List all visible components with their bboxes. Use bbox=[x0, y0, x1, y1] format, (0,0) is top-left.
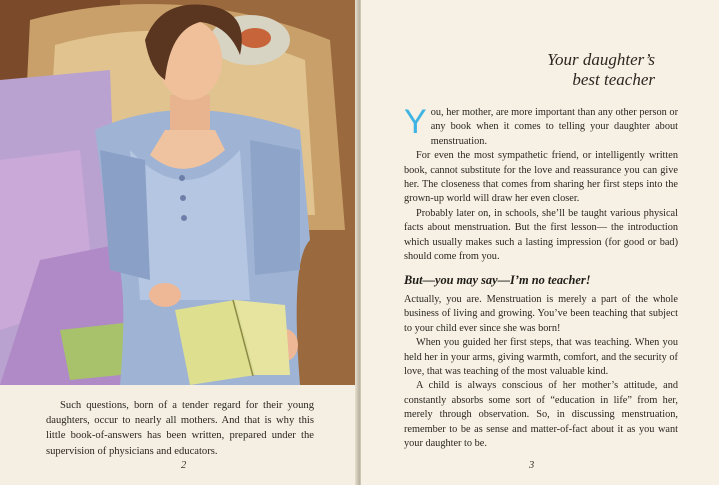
paragraph: A child is always conscious of her mother’s attitude, and constantly absorbs some sort of “education in life” from her, merely through observation. So, in discussing menstruation, remember to be as sense and matter-of-fact about it as you want your daughter to be. bbox=[404, 380, 678, 450]
page-title bbox=[547, 50, 655, 90]
paragraph: Actually, you are. Menstruation is merely a part of the whole business of living and growing. You’ve been teaching that subject to your child ever since she was born! bbox=[404, 294, 678, 334]
title-line-2: best teacher bbox=[572, 70, 655, 89]
teacher-section bbox=[404, 293, 678, 451]
left-page bbox=[0, 0, 359, 485]
drop-cap: Y bbox=[404, 103, 427, 141]
section-heading: But—you may say—I’m no teacher! bbox=[404, 273, 591, 287]
intro-section bbox=[404, 103, 678, 264]
paragraph: When you guided her first steps, that was teaching. When you held her in your arms, giving warmth, comfort, and the security of love, that was teaching of the most valuable kind. bbox=[404, 337, 678, 378]
page-number-right: 3 bbox=[529, 460, 535, 471]
paragraph: For even the most sympathetic friend, or intelligently written book, cannot substitute for the love and reassurance you can give her. The closeness that comes from sharing her first steps into the grown-up world will draw her even closer. bbox=[404, 150, 678, 205]
illustration-graphic bbox=[0, 0, 359, 385]
caption-text: Such questions, born of a tender regard for their young daughters, occur to nearly all mothers. And that is why this little book-of-answers has been written, prepared under the supervision of physicians and educators. bbox=[46, 400, 314, 457]
paragraph-intro bbox=[404, 103, 678, 149]
paragraph-text: ou, her mother, are more important than any other person or any book when it comes to telling your daughter about menstruation. bbox=[430, 107, 678, 147]
painting-woman-reading bbox=[0, 0, 359, 385]
page-number-left: 2 bbox=[181, 460, 187, 471]
right-page bbox=[361, 0, 719, 485]
paragraph: Probably later on, in schools, she’ll be taught various physical facts about menstruation. But the first lesson— the introduction which usually makes such a lasting impression (for good or bad) should come from you. bbox=[404, 207, 678, 263]
title-line-1: Your daughter’s bbox=[547, 50, 655, 69]
